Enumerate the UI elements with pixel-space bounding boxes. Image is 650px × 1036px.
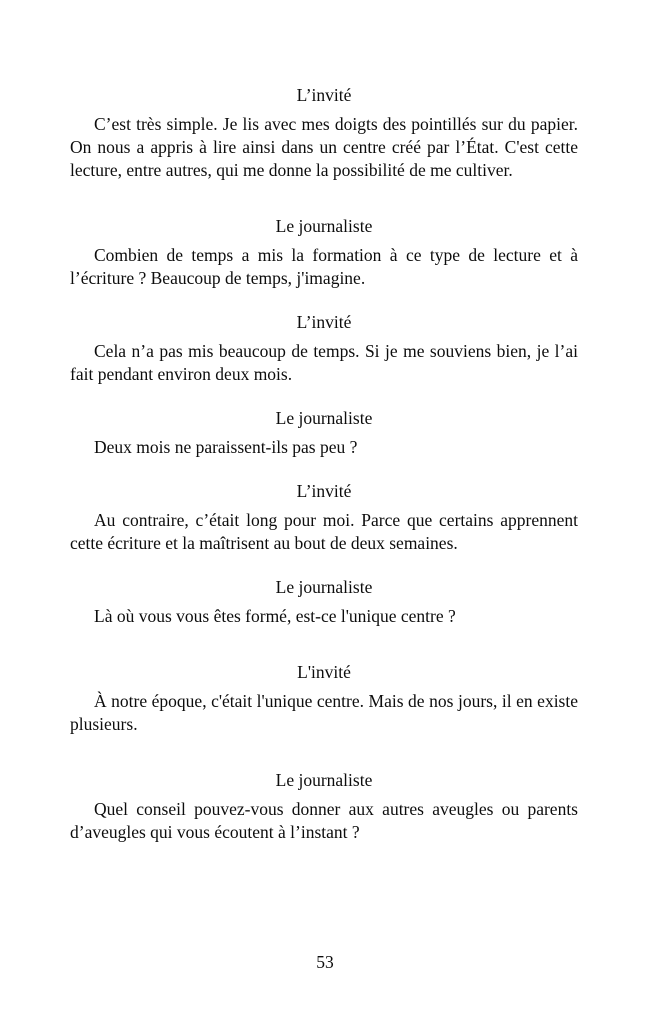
dialog-paragraph: Deux mois ne paraissent-ils pas peu ? xyxy=(94,437,358,457)
dialog-section xyxy=(70,576,578,628)
speaker-heading: Le journaliste xyxy=(275,770,373,790)
dialog-section xyxy=(70,480,578,555)
speaker-heading: L'invité xyxy=(297,662,351,682)
speaker-heading: L’invité xyxy=(296,481,352,501)
dialog-paragraph: Combien de temps a mis la formation à ce type de lecture et à l’écriture ? Beaucoup de temps, j'imagine. xyxy=(70,245,578,288)
speaker-heading: Le journaliste xyxy=(275,577,373,597)
speaker-heading: Le journaliste xyxy=(275,408,373,428)
dialog-section xyxy=(70,84,578,182)
dialog-section xyxy=(70,311,578,386)
speaker-heading: Le journaliste xyxy=(275,216,373,236)
speaker-heading: L’invité xyxy=(296,312,352,332)
dialog-section xyxy=(70,215,578,290)
dialog-section xyxy=(70,407,578,459)
dialog-paragraph: À notre époque, c'était l'unique centre. Mais de nos jours, il en existe plusieurs. xyxy=(70,691,578,734)
page-number: 53 xyxy=(316,952,334,972)
dialog-section xyxy=(70,661,578,736)
dialog-paragraph: Quel conseil pouvez-vous donner aux autres aveugles ou parents d’aveugles qui vous écoutent à l’instant ? xyxy=(70,799,578,842)
speaker-heading: L’invité xyxy=(296,85,352,105)
dialog-paragraph: Cela n’a pas mis beaucoup de temps. Si je me souviens bien, je l’ai fait pendant environ deux mois. xyxy=(70,341,578,384)
dialog-section xyxy=(70,769,578,844)
dialog-paragraph: C’est très simple. Je lis avec mes doigts des pointillés sur du papier. On nous a appris à lire ainsi dans un centre créé par l’État. C'est cette lecture, entre autres, qui me donne la possibilité de me cultiver. xyxy=(70,114,578,180)
dialog-paragraph: Là où vous vous êtes formé, est-ce l'unique centre ? xyxy=(94,606,456,626)
dialog-paragraph: Au contraire, c’était long pour moi. Parce que certains apprennent cette écriture et la maîtrisent au bout de deux semaines. xyxy=(70,510,578,553)
